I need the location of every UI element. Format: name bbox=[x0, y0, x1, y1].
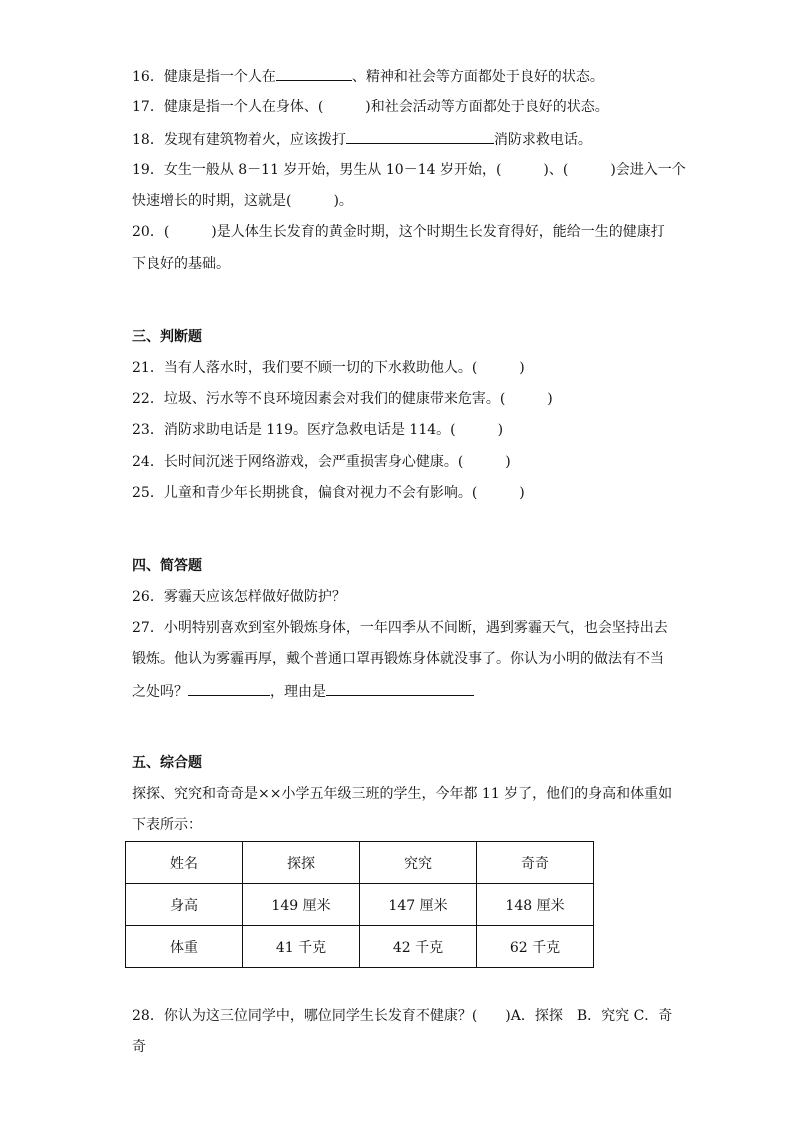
question-18 bbox=[132, 129, 592, 150]
table-cell: 姓名 bbox=[126, 842, 243, 884]
answer-blank[interactable] bbox=[346, 129, 494, 144]
question-28-line-1: 28．你认为这三位同学中，哪位同学生长发育不健康？( )A．探探 B．究究 C．奇 bbox=[132, 1008, 673, 1024]
answer-blank[interactable] bbox=[188, 681, 270, 696]
table-cell: 身高 bbox=[126, 884, 243, 926]
question-19-line-2: 快速增长的时期，这就是( )。 bbox=[132, 193, 353, 209]
table-cell: 147 厘米 bbox=[360, 884, 477, 926]
question-23: 23．消防求助电话是 119。医疗急救电话是 114。( ) bbox=[132, 422, 504, 438]
question-27-text-a: 之处吗？ bbox=[132, 684, 188, 700]
answer-blank[interactable] bbox=[326, 681, 474, 696]
table-cell: 奇奇 bbox=[477, 842, 594, 884]
table-header-row bbox=[126, 842, 594, 884]
question-18-text-b: 消防求救电话。 bbox=[493, 132, 592, 148]
table-row bbox=[126, 926, 594, 968]
section-title-judgement: 三、判断题 bbox=[132, 329, 202, 345]
question-25: 25．儿童和青少年长期挑食，偏食对视力不会有影响。( ) bbox=[132, 485, 525, 501]
question-27-line-1: 27．小明特别喜欢到室外锻炼身体，一年四季从不间断，遇到雾霾天气，也会坚持出去 bbox=[132, 620, 668, 636]
table-cell: 149 厘米 bbox=[243, 884, 360, 926]
question-28-line-2: 奇 bbox=[132, 1039, 146, 1055]
answer-blank[interactable] bbox=[276, 66, 352, 81]
table-cell: 62 千克 bbox=[477, 926, 594, 968]
question-24: 24．长时间沉迷于网络游戏，会严重损害身心健康。( ) bbox=[132, 454, 511, 470]
question-20-line-2: 下良好的基础。 bbox=[132, 256, 230, 272]
table-cell: 42 千克 bbox=[360, 926, 477, 968]
question-17: 17．健康是指一个人在身体、( )和社会活动等方面都处于良好的状态。 bbox=[132, 99, 609, 115]
table-row bbox=[126, 884, 594, 926]
table-cell: 41 千克 bbox=[243, 926, 360, 968]
question-22: 22．垃圾、污水等不良环境因素会对我们的健康带来危害。( ) bbox=[132, 391, 553, 407]
section-title-comprehensive: 五、综合题 bbox=[132, 755, 202, 771]
question-21: 21．当有人落水时，我们要不顾一切的下水救助他人。( ) bbox=[132, 360, 525, 376]
question-16-text-a: 16．健康是指一个人在 bbox=[132, 69, 276, 85]
table-cell: 148 厘米 bbox=[477, 884, 594, 926]
question-20-line-1: 20．( )是人体生长发育的黄金时期，这个时期生长发育得好，能给一生的健康打 bbox=[132, 224, 665, 240]
question-26: 26．雾霾天应该怎样做好做防护？ bbox=[132, 589, 346, 605]
table-cell: 探探 bbox=[243, 842, 360, 884]
question-27-text-b: ，理由是 bbox=[270, 684, 326, 700]
question-16 bbox=[132, 66, 604, 87]
section5-intro-line-1: 探探、究究和奇奇是××小学五年级三班的学生，今年都 11 岁了，他们的身高和体重如 bbox=[132, 786, 673, 802]
table-cell: 体重 bbox=[126, 926, 243, 968]
question-27-line-3 bbox=[132, 681, 474, 702]
height-weight-table bbox=[125, 841, 594, 968]
section-title-short-answer: 四、简答题 bbox=[132, 558, 202, 574]
section5-intro-line-2: 下表所示： bbox=[132, 817, 202, 833]
question-19-line-1: 19．女生一般从 8－11 岁开始，男生从 10－14 岁开始，( )、( )会进入一个 bbox=[132, 162, 686, 178]
question-16-text-b: 、精神和社会等方面都处于良好的状态。 bbox=[351, 69, 604, 85]
question-18-text-a: 18．发现有建筑物着火，应该拨打 bbox=[132, 132, 346, 148]
table-cell: 究究 bbox=[360, 842, 477, 884]
question-27-line-2: 锻炼。他认为雾霾再厚，戴个普通口罩再锻炼身体就没事了。你认为小明的做法有不当 bbox=[132, 651, 664, 667]
